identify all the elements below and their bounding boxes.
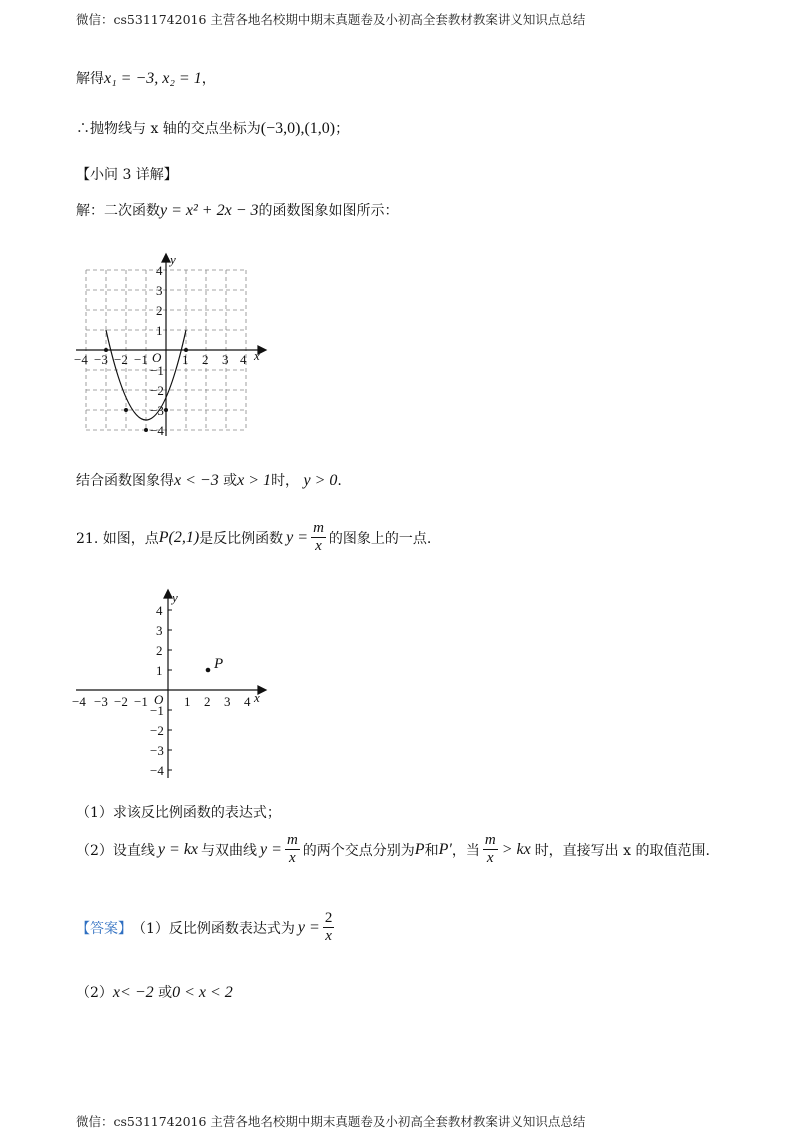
solution-line-4 <box>76 470 342 490</box>
line1-suffix: ， <box>201 71 216 87</box>
g2-ytick: 4 <box>156 603 163 618</box>
vertex-point <box>144 428 148 432</box>
line2-math: (−3,0),(1,0) <box>260 120 336 137</box>
g1-y-label: y <box>170 252 176 267</box>
g1-ytick: −1 <box>150 363 164 378</box>
line2-suffix: ； <box>335 121 350 137</box>
g2-ytick: 2 <box>156 643 163 658</box>
solution-line-3 <box>76 200 399 220</box>
g2-xtick: −3 <box>94 694 108 709</box>
line3-suffix: 的函数图象如图所示： <box>258 203 399 219</box>
g2-xtick: 1 <box>184 694 191 709</box>
sub2-mid1: 与双曲线 <box>201 842 258 859</box>
page-footer: 微信：cs5311742016 主营各地名校期中期末真题卷及小初高全套教材教案讲义知识点总结 <box>76 1114 586 1129</box>
g2-ytick: −3 <box>150 743 164 758</box>
line4-mid2: 时， <box>271 473 300 489</box>
g2-ytick: −2 <box>150 723 164 738</box>
section-title-3: 【小问 3 详解】 <box>76 167 178 183</box>
g2-y-label: y <box>172 590 178 605</box>
q21-suffix: 的图象上的一点. <box>328 530 432 547</box>
answer-lhs: y = <box>297 918 320 936</box>
y-intercept-point <box>164 408 168 412</box>
sub2-pp: P′ <box>438 840 452 858</box>
g2-ytick: −4 <box>150 763 164 778</box>
g2-xtick: 4 <box>244 694 251 709</box>
sub2-mid3: ，当 <box>451 842 480 859</box>
answer2-mid: 或 <box>158 985 173 1001</box>
page-header: 微信：cs5311742016 主营各地名校期中期末真题卷及小初高全套教材教案讲义知识点总结 <box>76 12 586 27</box>
line1-prefix: 解得 <box>76 71 104 87</box>
answer-line-1 <box>76 910 334 945</box>
g1-ytick: −3 <box>150 403 164 418</box>
line1-math: x₁ = −3, x₂ = 1 <box>104 70 202 87</box>
sub2-hyp-num: m <box>286 832 298 848</box>
line4-suffix: . <box>337 473 342 489</box>
line3-prefix: 解：二次函数 <box>76 203 160 219</box>
line4-prefix: 结合函数图象得 <box>76 473 174 489</box>
sub2-hyp-den: x <box>289 850 296 866</box>
q21-point: P(2,1) <box>158 528 200 546</box>
point-p-label: P <box>214 656 224 672</box>
g1-ytick: 2 <box>156 303 163 318</box>
q21-num: m <box>313 520 324 536</box>
line4-m2: x > 1 <box>237 472 272 489</box>
g1-ytick: −4 <box>150 423 164 438</box>
g1-xtick: −2 <box>114 352 128 367</box>
g2-xtick: 2 <box>204 694 211 709</box>
sub2-ineq-fraction <box>483 832 498 867</box>
sub2-line: y = kx <box>157 840 199 858</box>
g1-x-label: x <box>254 348 260 363</box>
g1-ytick: 1 <box>156 323 163 338</box>
g1-ytick: 3 <box>156 283 163 298</box>
answer-fraction <box>323 910 335 945</box>
answer2-prefix: （2） <box>76 985 113 1001</box>
sub2-p: P <box>414 840 425 858</box>
solution-line-2 <box>76 118 349 138</box>
line4-m1: x < −3 <box>174 472 219 489</box>
point-minus2-minus3 <box>124 408 128 412</box>
graph1-axes <box>76 254 266 436</box>
g1-xtick: 4 <box>240 352 247 367</box>
g2-xtick: −2 <box>114 694 128 709</box>
answer-num: 2 <box>324 910 333 926</box>
sub-question-2 <box>76 832 710 867</box>
sub2-ineq-num: m <box>484 832 496 848</box>
answer-den: x <box>325 928 332 944</box>
line4-mid: 或 <box>223 473 238 489</box>
g1-xtick: −1 <box>134 352 148 367</box>
q21-prefix: 21. 如图，点 <box>76 530 159 547</box>
g2-xtick: −4 <box>72 694 86 709</box>
g1-xtick: 2 <box>202 352 209 367</box>
sub2-ineq-den: x <box>486 850 494 866</box>
q21-den: x <box>315 538 322 554</box>
point-p-marker <box>206 668 211 673</box>
g2-ytick: −1 <box>150 703 164 718</box>
point-p-graph <box>70 588 270 788</box>
solution-line-1 <box>76 68 216 88</box>
parabola-graph <box>70 250 270 440</box>
q21-fraction <box>311 520 326 555</box>
g1-xtick: −3 <box>94 352 108 367</box>
sub-question-1: （1）求该反比例函数的表达式； <box>76 805 281 821</box>
g2-origin: O <box>154 692 164 707</box>
line3-math: y = x² + 2x − 3 <box>160 202 259 219</box>
answer-text1: （1）反比例函数表达式为 <box>132 920 295 937</box>
sub2-hyp-lhs: y = <box>260 840 282 858</box>
answer-line-2 <box>76 982 233 1002</box>
graph2-labels <box>72 590 260 778</box>
line2-prefix: ∴抛物线与 x 轴的交点坐标为 <box>76 121 261 137</box>
sub2-suffix: 时，直接写出 x 的取值范围. <box>534 842 710 859</box>
g2-xtick: 3 <box>224 694 231 709</box>
g1-ytick: −2 <box>150 383 164 398</box>
answer2-m1: x< −2 <box>112 984 154 1001</box>
sub2-ineq-rhs: > kx <box>501 840 531 858</box>
g1-xtick: 1 <box>182 352 189 367</box>
line4-m3: y > 0 <box>303 472 338 489</box>
sub2-hyp-fraction <box>285 832 300 867</box>
g2-x-label: x <box>254 690 260 705</box>
q21-mid: 是反比例函数 <box>199 530 284 547</box>
g2-xtick: −1 <box>134 694 148 709</box>
g1-origin: O <box>152 350 162 365</box>
sub2-and: 和 <box>424 842 439 859</box>
g2-ytick: 3 <box>156 623 163 638</box>
g1-xtick: −4 <box>74 352 88 367</box>
g1-xtick: 3 <box>222 352 229 367</box>
g2-ytick: 1 <box>156 663 163 678</box>
answer-tag: 【答案】 <box>76 920 132 937</box>
q21-func-lhs: y = <box>286 528 309 546</box>
answer2-m2: 0 < x < 2 <box>172 984 233 1001</box>
g1-ytick: 4 <box>156 263 163 278</box>
sub2-prefix: （2）设直线 <box>76 842 155 859</box>
sub2-mid2: 的两个交点分别为 <box>302 842 415 859</box>
question-21 <box>76 520 431 555</box>
